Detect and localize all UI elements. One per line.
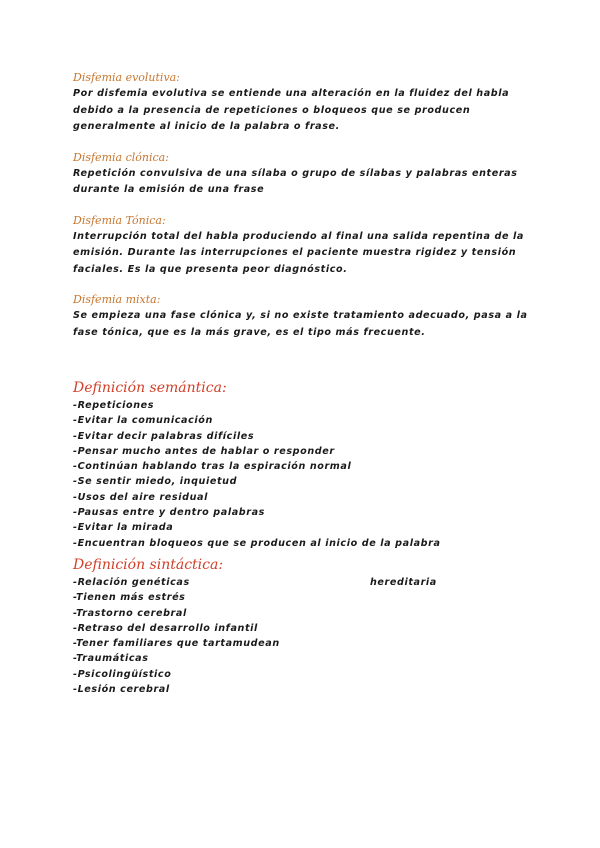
section-title-mixta: Disfemia mixta: bbox=[73, 293, 161, 306]
sintactica-heading: Definición sintáctica: bbox=[73, 556, 224, 573]
list-item: -Evitar la comunicación bbox=[73, 415, 213, 427]
list-item: -Psicolingüístico bbox=[73, 668, 172, 680]
list-item: -Pausas entre y dentro palabras bbox=[73, 507, 265, 519]
list-item: -Evitar decir palabras difíciles bbox=[73, 430, 255, 442]
list-item bbox=[73, 575, 533, 590]
section-title-evolutiva: Disfemia evolutiva: bbox=[73, 71, 180, 84]
list-item: -Continúan hablando tras la espiración normal bbox=[73, 461, 352, 473]
list-item: -Pensar mucho antes de hablar o responder bbox=[73, 445, 335, 457]
list-item: -Se sentir miedo, inquietud bbox=[73, 476, 238, 488]
section-body-clonica: Repetición convulsiva de una sílaba o grupo de sílabas y palabras enteras durante la emisión de una frase bbox=[73, 167, 518, 195]
list-item: -Evitar la mirada bbox=[73, 522, 174, 534]
list-item: -Trastorno cerebral bbox=[73, 607, 187, 619]
list-item-left: -Relación genéticas bbox=[73, 576, 190, 588]
list-item: -Usos del aire residual bbox=[73, 491, 208, 503]
document-content bbox=[73, 70, 533, 697]
list-item: -Traumáticas bbox=[73, 653, 149, 665]
semantica-list bbox=[73, 398, 533, 551]
list-item: -Tienen más estrés bbox=[73, 592, 186, 604]
list-item: -Lesión cerebral bbox=[73, 684, 170, 696]
section-body-tonica: Interrupción total del habla produciendo al final una salida repentina de la emisión. Durante las interrupciones el paciente muestra rigidez y tensión faciales. Es la que presenta peor diagnóstico. bbox=[73, 230, 524, 275]
section-body-mixta: Se empieza una fase clónica y, si no existe tratamiento adecuado, pasa a la fase tónica, que es la más grave, es el tipo más frecuente. bbox=[73, 310, 528, 338]
list-item-right: hereditaria bbox=[370, 576, 437, 588]
semantica-heading: Definición semántica: bbox=[73, 380, 227, 396]
section-title-tonica: Disfemia Tónica: bbox=[73, 213, 166, 227]
list-item: -Encuentran bloqueos que se producen al inicio de la palabra bbox=[73, 537, 441, 549]
section-title-clonica: Disfemia clónica: bbox=[73, 150, 169, 164]
section-body-evolutiva: Por disfemia evolutiva se entiende una alteración en la fluidez del habla debido a la presencia de repeticiones o bloqueos que se producen generalmente al inicio de la palabra o frase. bbox=[73, 88, 510, 132]
sintactica-list bbox=[73, 575, 533, 697]
list-item: -Repeticiones bbox=[73, 400, 155, 411]
list-item: -Retraso del desarrollo infantil bbox=[73, 622, 258, 634]
list-item: -Tener familiares que tartamudean bbox=[73, 638, 280, 650]
